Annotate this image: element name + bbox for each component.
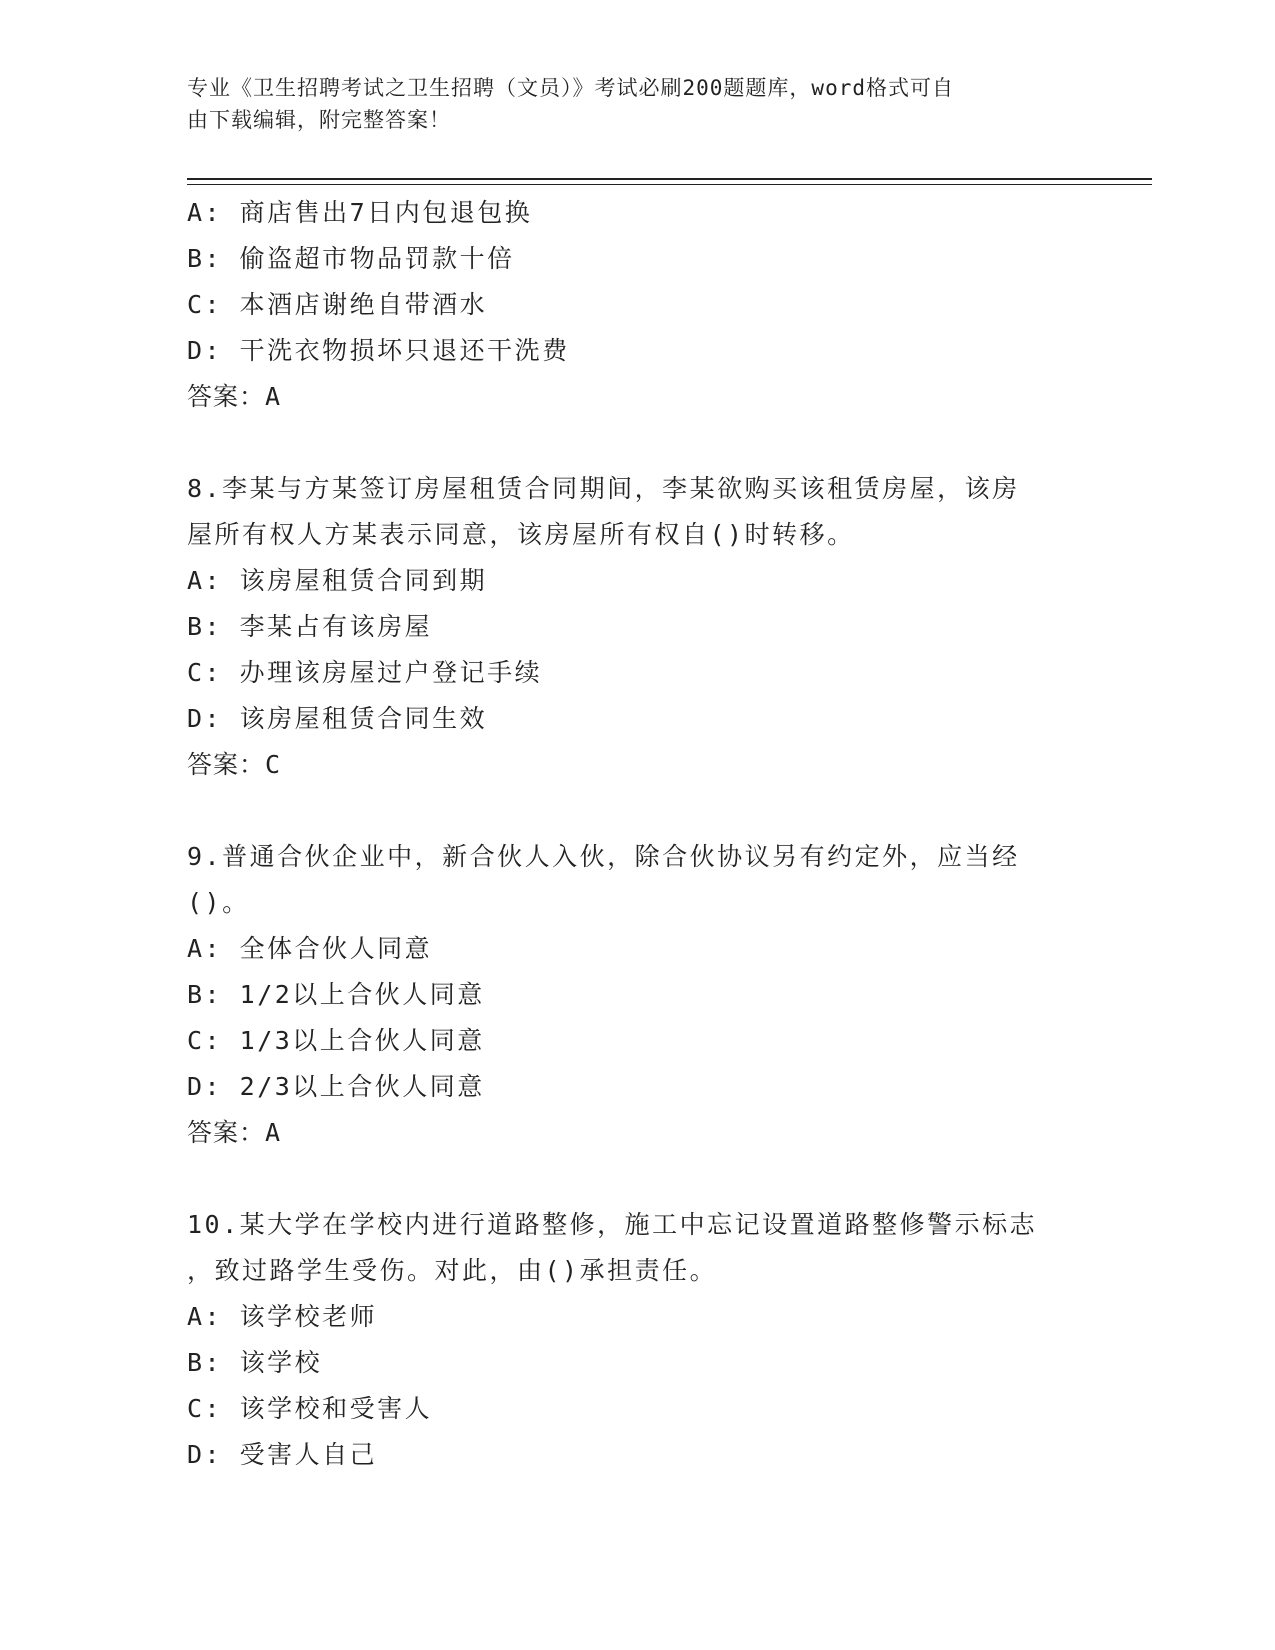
option-c: C: 该学校和受害人 [187, 1394, 433, 1423]
header-line-1: 专业《卫生招聘考试之卫生招聘（文员）》考试必刷200题题库，word格式可自 [187, 76, 954, 100]
option-b: B: 1/2以上合伙人同意 [187, 980, 485, 1009]
question-8 [187, 466, 1107, 788]
option-a: A: 商店售出7日内包退包换 [187, 198, 533, 227]
answer-line: 答案：C [187, 750, 282, 779]
question-stem-line-1: 9.普通合伙企业中，新合伙人入伙，除合伙协议另有约定外，应当经 [187, 842, 1020, 871]
answer-line: 答案：A [187, 382, 282, 411]
question-spacer [187, 788, 1107, 834]
option-a: A: 该房屋租赁合同到期 [187, 566, 488, 595]
header-line-2: 由下载编辑，附完整答案！ [187, 108, 451, 132]
option-a: A: 该学校老师 [187, 1302, 378, 1331]
option-b: B: 该学校 [187, 1348, 323, 1377]
option-a: A: 全体合伙人同意 [187, 934, 433, 963]
question-7 [187, 190, 1107, 420]
option-d: D: 2/3以上合伙人同意 [187, 1072, 485, 1101]
option-d: D: 该房屋租赁合同生效 [187, 704, 488, 733]
question-spacer [187, 420, 1107, 466]
question-9 [187, 834, 1107, 1156]
question-spacer [187, 1156, 1107, 1202]
option-d: D: 受害人自己 [187, 1440, 378, 1469]
question-stem-line-2: ，致过路学生受伤。对此，由()承担责任。 [187, 1256, 718, 1285]
question-10 [187, 1202, 1107, 1478]
option-d: D: 干洗衣物损坏只退还干洗费 [187, 336, 570, 365]
answer-line: 答案：A [187, 1118, 282, 1147]
option-c: C: 1/3以上合伙人同意 [187, 1026, 485, 1055]
question-stem-line-2: 屋所有权人方某表示同意，该房屋所有权自()时转移。 [187, 520, 855, 549]
header-divider-thick [187, 178, 1152, 180]
option-b: B: 李某占有该房屋 [187, 612, 433, 641]
option-c: C: 办理该房屋过户登记手续 [187, 658, 543, 687]
question-list [187, 190, 1107, 1478]
option-c: C: 本酒店谢绝自带酒水 [187, 290, 488, 319]
option-b: B: 偷盗超市物品罚款十倍 [187, 244, 515, 273]
document-header [187, 72, 1077, 136]
question-stem-line-1: 10.某大学在学校内进行道路整修，施工中忘记设置道路整修警示标志 [187, 1210, 1038, 1239]
question-stem-line-2: ()。 [187, 888, 250, 917]
header-divider-thin [187, 184, 1152, 185]
question-stem-line-1: 8.李某与方某签订房屋租赁合同期间，李某欲购买该租赁房屋，该房 [187, 474, 1020, 503]
